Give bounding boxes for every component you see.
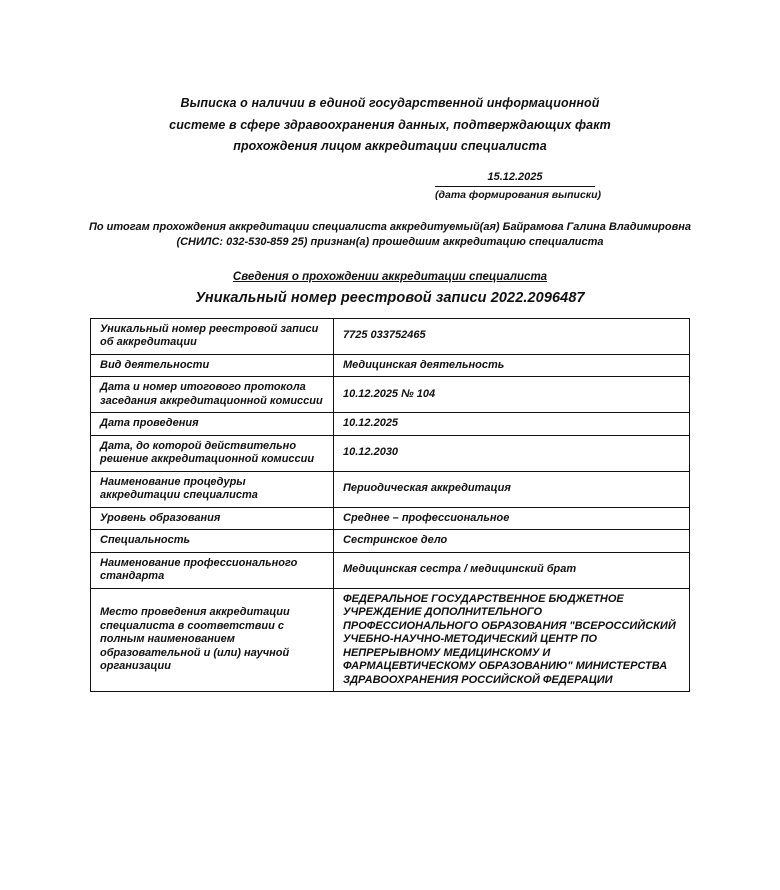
row-value: ФЕДЕРАЛЬНОЕ ГОСУДАРСТВЕННОЕ БЮДЖЕТНОЕ УЧРЕЖДЕНИЕ ДОПОЛНИТЕЛЬНОГО ПРОФЕССИОНАЛЬНОГО ОБРАЗОВАНИЯ "ВСЕРОССИЙСКИЙ УЧЕБНО-НАУЧНО-МЕТОДИЧЕСКИЙ ЦЕНТР ПО НЕПРЕРЫВНОМУ МЕДИЦИНСКОМУ И ФАРМАЦЕВТИЧЕСКОМУ ОБРАЗОВАНИЮ" МИНИСТЕРСТВА ЗДРАВООХРАНЕНИЯ РОССИЙСКОЙ ФЕДЕРАЦИИ: [334, 588, 690, 692]
table-row: [91, 354, 690, 377]
row-label: Уровень образования: [91, 507, 334, 530]
row-label: Наименование процедуры аккредитации специалиста: [91, 471, 334, 507]
table-row: [91, 413, 690, 436]
row-label: Дата проведения: [91, 413, 334, 436]
table-row: [91, 318, 690, 354]
document-title-line: системе в сфере здравоохранения данных, подтверждающих факт: [169, 117, 611, 132]
intro-paragraph: По итогам прохождения аккредитации специалиста аккредитуемый(ая) Байрамова Галина Владимировна (СНИЛС: 032-530-859 25) признан(а) прошедшим аккредитацию специалиста: [88, 220, 692, 248]
row-value: 7725 033752465: [334, 318, 690, 354]
table-row: [91, 530, 690, 553]
issue-date: 15.12.2025: [435, 171, 595, 187]
row-label: Специальность: [91, 530, 334, 553]
accreditation-table: [90, 318, 690, 693]
registry-record-number: Уникальный номер реестровой записи 2022.2096487: [195, 289, 585, 306]
row-value: Медицинская сестра / медицинский брат: [334, 552, 690, 588]
row-label: Уникальный номер реестровой записи об аккредитации: [91, 318, 334, 354]
issue-date-block: [435, 170, 602, 201]
row-value: 10.12.2025 № 104: [334, 377, 690, 413]
row-value: 10.12.2030: [334, 435, 690, 471]
accreditation-table-body: [91, 318, 690, 692]
row-label: Дата и номер итогового протокола заседания аккредитационной комиссии: [91, 377, 334, 413]
table-row: [91, 552, 690, 588]
table-row: [91, 471, 690, 507]
document-title: [120, 0, 660, 158]
table-row: [91, 507, 690, 530]
table-row: [91, 588, 690, 692]
document-title-line: прохождения лицом аккредитации специалиста: [233, 139, 547, 153]
row-value: Сестринское дело: [334, 530, 690, 553]
issue-date-caption: (дата формирования выписки): [435, 188, 602, 201]
row-label: Место проведения аккредитации специалиста в соответствии с полным наименованием образовательной и (или) научной организации: [91, 588, 334, 692]
table-row: [91, 377, 690, 413]
row-value: Периодическая аккредитация: [334, 471, 690, 507]
row-label: Вид деятельности: [91, 354, 334, 377]
document-title-line: Выписка о наличии в единой государственной информационной: [180, 96, 600, 110]
row-label: Наименование профессионального стандарта: [91, 552, 334, 588]
row-value: Медицинская деятельность: [334, 354, 690, 377]
section-heading: Сведения о прохождении аккредитации специалиста: [232, 270, 548, 283]
row-value: 10.12.2025: [334, 413, 690, 436]
table-row: [91, 435, 690, 471]
row-value: Среднее – профессиональное: [334, 507, 690, 530]
row-label: Дата, до которой действительно решение аккредитационной комиссии: [91, 435, 334, 471]
